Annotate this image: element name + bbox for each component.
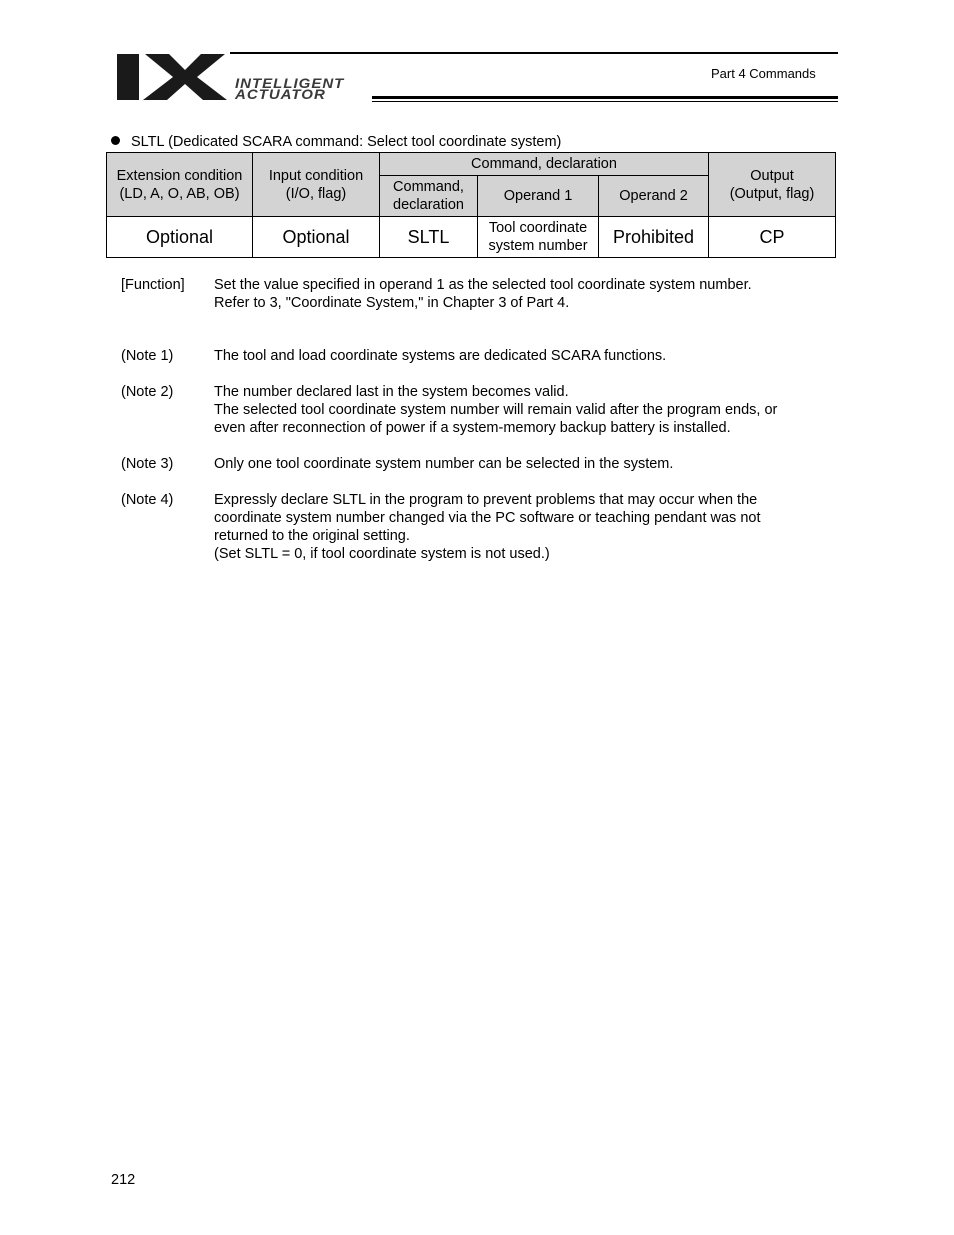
cell-input: Optional <box>253 217 380 258</box>
command-table <box>106 152 836 258</box>
note-4-label: (Note 4) <box>121 492 174 508</box>
cell-output: CP <box>709 217 836 258</box>
note-4-text: Expressly declare SLTL in the program to prevent problems that may occur when the coordinate system number changed via the PC software or teaching pendant was not returned to the original setting. (Set SLTL = 0, if tool coordinate system is not used.) <box>214 492 761 562</box>
note-1-text: The tool and load coordinate systems are dedicated SCARA functions. <box>214 348 667 364</box>
function-label: [Function] <box>121 277 185 293</box>
page-number: 212 <box>111 1172 136 1188</box>
header-operand-2: Operand 2 <box>599 176 709 217</box>
header-command-group: Command, declaration <box>380 153 709 176</box>
note-1-label: (Note 1) <box>121 348 174 364</box>
header-output: Output (Output, flag) <box>709 153 836 217</box>
cell-extension: Optional <box>107 217 253 258</box>
header-rule-top <box>230 52 838 54</box>
header-input-condition: Input condition (I/O, flag) <box>253 153 380 217</box>
cell-operand-1: Tool coordinate system number <box>478 217 599 258</box>
header-command-declaration: Command, declaration <box>380 176 478 217</box>
header-operand-1: Operand 1 <box>478 176 599 217</box>
header-rule-bottom-thin <box>372 101 838 102</box>
note-2-text: The number declared last in the system becomes valid. The selected tool coordinate system number will remain valid after the program ends, or even after reconnection of power if a system-memory backup battery is installed. <box>214 384 778 436</box>
cell-operand-2: Prohibited <box>599 217 709 258</box>
function-text: Set the value specified in operand 1 as the selected tool coordinate system number. Refer to 3, "Coordinate System," in Chapter 3 of Part 4. <box>214 277 752 311</box>
ix-logo <box>115 52 230 102</box>
note-3-text: Only one tool coordinate system number can be selected in the system. <box>214 456 674 472</box>
section-title: Part 4 Commands <box>711 66 816 81</box>
header-extension-condition: Extension condition (LD, A, O, AB, OB) <box>107 153 253 217</box>
cell-command: SLTL <box>380 217 478 258</box>
logo-wordmark: INTELLIGENT ACTUATOR <box>235 76 345 103</box>
note-2-label: (Note 2) <box>121 384 174 400</box>
bullet-icon <box>111 136 120 145</box>
header-rule-bottom <box>372 96 838 99</box>
note-3-label: (Note 3) <box>121 456 174 472</box>
command-heading: SLTL (Dedicated SCARA command: Select tool coordinate system) <box>111 134 561 150</box>
